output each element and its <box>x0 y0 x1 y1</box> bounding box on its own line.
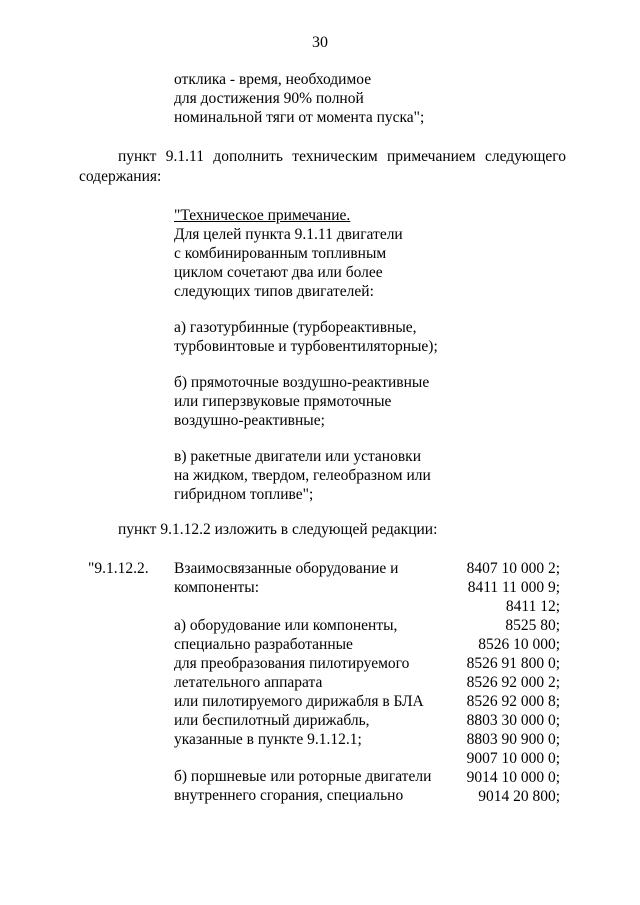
instruction-9122: пункт 9.1.12.2 изложить в следующей редакции: <box>118 521 438 538</box>
tech-note-item-a <box>174 318 438 356</box>
tech-note-line: с комбинированным топливным <box>174 245 387 262</box>
tech-note-line: на жидком, твердом, гелеобразном или <box>174 467 431 484</box>
tn-ved-code: 8407 10 000 2; <box>466 560 560 577</box>
section-item-b <box>174 767 431 805</box>
section-item-b-line: б) поршневые или роторные двигатели <box>174 768 432 785</box>
intro-block <box>174 70 424 127</box>
section-item-a-line: а) оборудование или компоненты, <box>174 617 398 634</box>
instruction-911-line2: содержания: <box>79 168 162 185</box>
tech-note-line: б) прямоточные воздушно-реактивные <box>174 374 430 391</box>
tech-note-heading: "Техническое примечание. <box>174 207 351 224</box>
tn-ved-code: 9014 20 800; <box>478 788 560 805</box>
intro-line: для достижения 90% полной <box>174 90 364 107</box>
tn-ved-code: 9014 10 000 0; <box>466 769 560 786</box>
instruction-911-line1: пункт 9.1.11 дополнить техническим примечанием следующего <box>118 148 566 165</box>
section-item-a-line: указанные в пункте 9.1.12.1; <box>174 731 362 748</box>
tech-note-line: турбовинтовые и турбовентиляторные); <box>174 338 438 355</box>
section-item-a-line: летательного аппарата <box>174 674 323 691</box>
tech-note-line: воздушно-реактивные; <box>174 412 325 429</box>
section-title-line: компоненты: <box>174 579 260 596</box>
tn-ved-codes-column <box>440 559 560 806</box>
section-item-b-line: внутреннего сгорания, специально <box>174 787 404 804</box>
page-number: 30 <box>312 34 328 51</box>
section-number: "9.1.12.2. <box>88 560 149 577</box>
section-item-a <box>174 616 424 749</box>
tn-ved-code: 8526 92 000 2; <box>466 674 560 691</box>
section-text <box>174 559 398 597</box>
tech-note-item-b <box>174 373 429 430</box>
section-item-a-line: специально разработанные <box>174 636 353 653</box>
tech-note-line: или гиперзвуковые прямоточные <box>174 393 392 410</box>
tn-ved-code: 8411 11 000 9; <box>467 579 560 596</box>
section-item-a-line: или пилотируемого дирижабля в БЛА <box>174 693 424 710</box>
tn-ved-code: 8803 90 900 0; <box>466 731 560 748</box>
section-title-line: Взаимосвязанные оборудование и <box>174 560 399 577</box>
tech-note-line: циклом сочетают два или более <box>174 264 383 281</box>
intro-line: отклика - время, необходимое <box>174 71 372 88</box>
tech-note-line: в) ракетные двигатели или установки <box>174 448 422 465</box>
tn-ved-code: 9007 10 000 0; <box>466 750 560 767</box>
tn-ved-code: 8525 80; <box>505 617 560 634</box>
tech-note-line: а) газотурбинные (турбореактивные, <box>174 319 417 336</box>
tech-note-line: Для целей пункта 9.1.11 двигатели <box>174 226 403 243</box>
tn-ved-code: 8526 92 000 8; <box>466 693 560 710</box>
tn-ved-code: 8526 91 800 0; <box>466 655 560 672</box>
tech-note-item-c <box>174 447 431 504</box>
tech-note <box>174 206 403 301</box>
tn-ved-code: 8803 30 000 0; <box>466 712 560 729</box>
intro-line: номинальной тяги от момента пуска"; <box>174 109 425 126</box>
tn-ved-code: 8411 12; <box>505 598 560 615</box>
tech-note-line: гибридном топливе"; <box>174 486 314 503</box>
tn-ved-code: 8526 10 000; <box>478 636 560 653</box>
tech-note-line: следующих типов двигателей: <box>174 283 374 300</box>
section-item-a-line: для преобразования пилотируемого <box>174 655 410 672</box>
section-item-a-line: или беспилотный дирижабль, <box>174 712 370 729</box>
